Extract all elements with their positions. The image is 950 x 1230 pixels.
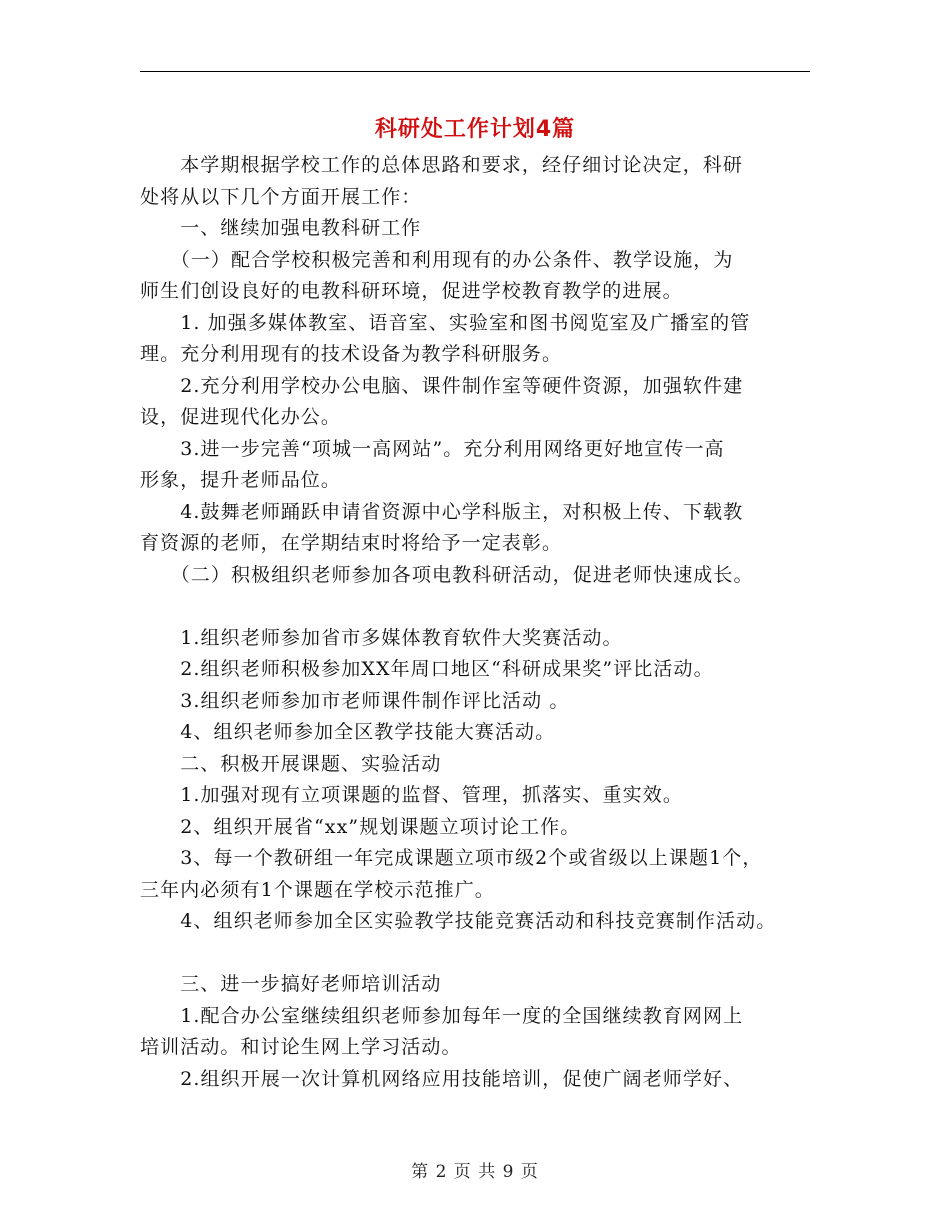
text-line: 3.进一步完善“项城一高网站”。充分利用网络更好地宣传一高 <box>140 437 725 460</box>
text-line: 1.组织老师参加省市多媒体教育软件大奖赛活动。 <box>140 626 623 649</box>
text-line: 育资源的老师，在学期结束时将给予一定表彰。 <box>140 532 563 554</box>
text-line <box>140 591 810 623</box>
text-line: 2.组织老师积极参加XX年周口地区“科研成果奖”评比活动。 <box>140 658 714 680</box>
text-line: （一）配合学校积极完善和利用现有的办公条件、教学设施，为 <box>140 248 734 271</box>
text-line: 2.组织开展一次计算机网络应用技能培训，促使广阔老师学好、 <box>140 1067 744 1090</box>
text-line: 3.组织老师参加市老师课件制作评比活动 。 <box>140 689 570 712</box>
text-line <box>140 938 810 970</box>
text-line: 三年内必须有1个课题在学校示范推广。 <box>140 878 495 901</box>
header-rule <box>140 71 810 72</box>
text-line: 三、进一步搞好老师培训活动 <box>140 973 442 995</box>
text-line: 3、每一个教研组一年完成课题立项市级2个或省级以上课题1个， <box>140 847 763 869</box>
text-line: 师生们创设良好的电教科研环境，促进学校教育教学的进展。 <box>140 280 683 302</box>
text-line: 2、组织开展省“xx”规划课题立项讨论工作。 <box>140 815 581 838</box>
text-line: 一、继续加强电教科研工作 <box>140 217 422 239</box>
text-line: 1.配合办公室继续组织老师参加每年一度的全国继续教育网网上 <box>140 1004 744 1027</box>
text-line: 设，促进现代化办公。 <box>140 406 342 428</box>
document-body <box>140 150 810 1095</box>
text-line: 4.鼓舞老师踊跃申请省资源中心学科版主，对积极上传、下载教 <box>140 500 744 523</box>
text-line: 1.加强对现有立项课题的监督、管理，抓落实、重实效。 <box>140 784 683 806</box>
text-line: 形象，提升老师品位。 <box>140 469 342 491</box>
text-line: 2.充分利用学校办公电脑、课件制作室等硬件资源，加强软件建 <box>140 374 744 397</box>
text-line: 二、积极开展课题、实验活动 <box>140 752 442 775</box>
text-line: （二）积极组织老师参加各项电教科研活动，促进老师快速成长。 <box>140 563 754 586</box>
document-title: 科研处工作计划4篇 <box>374 117 576 142</box>
text-line: 处将从以下几个方面开展工作： <box>140 185 422 208</box>
text-line: 理。充分利用现有的技术设备为教学科研服务。 <box>140 343 563 365</box>
text-line: 4、组织老师参加全区实验教学技能竞赛活动和科技竞赛制作活动。 <box>140 910 777 932</box>
page-footer: 第 2 页 共 9 页 <box>411 1162 539 1182</box>
text-line: 培训活动。和讨论生网上学习活动。 <box>140 1036 462 1058</box>
text-line: 4、组织老师参加全区教学技能大赛活动。 <box>140 721 556 743</box>
text-line: 本学期根据学校工作的总体思路和要求，经仔细讨论决定，科研 <box>140 154 744 176</box>
text-line: 1. 加强多媒体教室、语音室、实验室和图书阅览室及广播室的管 <box>140 311 751 334</box>
